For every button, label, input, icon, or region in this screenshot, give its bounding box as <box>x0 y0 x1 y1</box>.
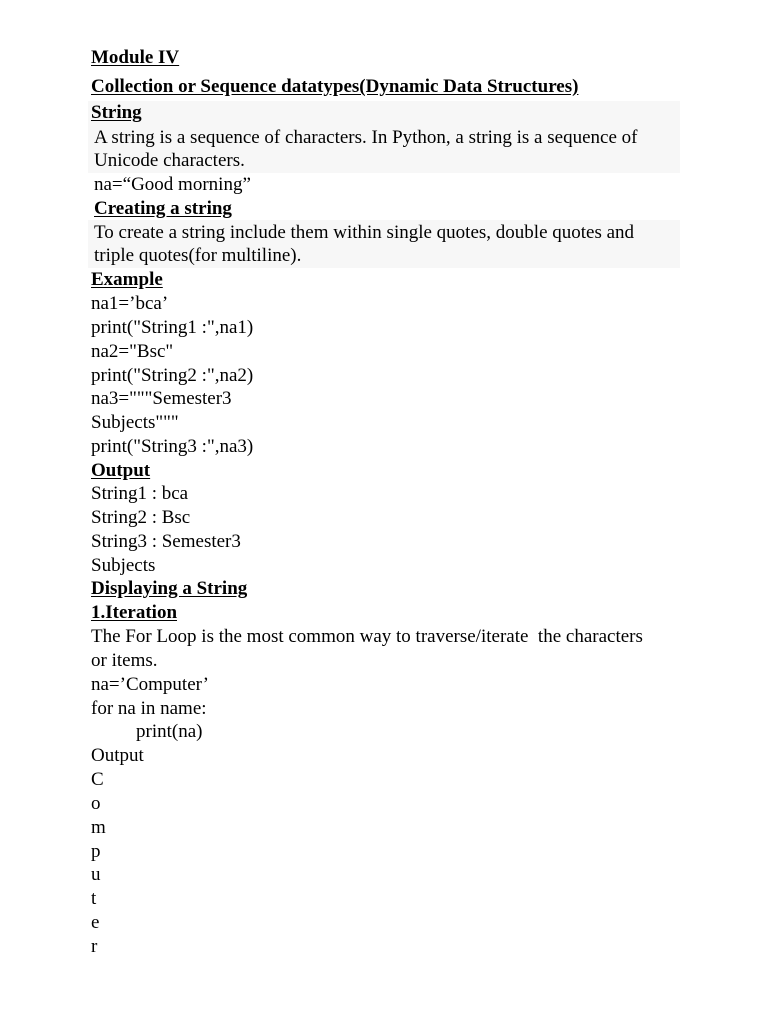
string-definition-line1: A string is a sequence of characters. In Python, a string is a sequence of <box>94 127 638 148</box>
example-code-line: na1=’bca’ <box>91 293 169 314</box>
string-definition-line2: Unicode characters. <box>94 150 245 171</box>
output-char: m <box>91 817 106 838</box>
chapter-title: Collection or Sequence datatypes(Dynamic Data Structures) <box>91 76 579 97</box>
example-heading: Example <box>91 269 163 290</box>
output-char: C <box>91 769 104 790</box>
iteration-output-label: Output <box>91 745 144 766</box>
string-example-assignment: na=“Good morning” <box>94 174 251 195</box>
iteration-code-line: for na in name: <box>91 698 207 719</box>
output-char: t <box>91 888 97 909</box>
output-char: u <box>91 864 101 885</box>
example-code-line: na3="""Semester3 <box>91 388 232 409</box>
iteration-subheading: 1.Iteration <box>91 602 178 623</box>
iteration-text-line1: The For Loop is the most common way to traverse/iterate the characters <box>91 626 643 647</box>
output-line: Subjects <box>91 555 156 576</box>
iteration-code-line: na=’Computer’ <box>91 674 209 695</box>
creating-string-text-line1: To create a string include them within single quotes, double quotes and <box>94 222 635 243</box>
iteration-text-line2: or items. <box>91 650 158 671</box>
output-heading: Output <box>91 460 151 481</box>
output-char: r <box>91 936 98 957</box>
example-code-line: print("String2 :",na2) <box>91 365 254 386</box>
output-line: String2 : Bsc <box>91 507 191 528</box>
string-heading: String <box>91 102 142 123</box>
creating-string-text-line2: triple quotes(for multiline). <box>94 245 302 266</box>
output-char: p <box>91 841 101 862</box>
output-char: o <box>91 793 101 814</box>
output-line: String3 : Semester3 <box>91 531 241 552</box>
example-code-line: na2="Bsc" <box>91 341 174 362</box>
example-code-line: Subjects""" <box>91 412 179 433</box>
example-code-line: print("String1 :",na1) <box>91 317 254 338</box>
iteration-code-line: print(na) <box>136 721 203 742</box>
displaying-string-heading: Displaying a String <box>91 578 248 599</box>
creating-string-heading: Creating a string <box>94 198 232 219</box>
module-title: Module IV <box>91 47 180 68</box>
output-char: e <box>91 912 100 933</box>
output-line: String1 : bca <box>91 483 189 504</box>
example-code-line: print("String3 :",na3) <box>91 436 254 457</box>
string-heading-shade <box>88 101 680 125</box>
